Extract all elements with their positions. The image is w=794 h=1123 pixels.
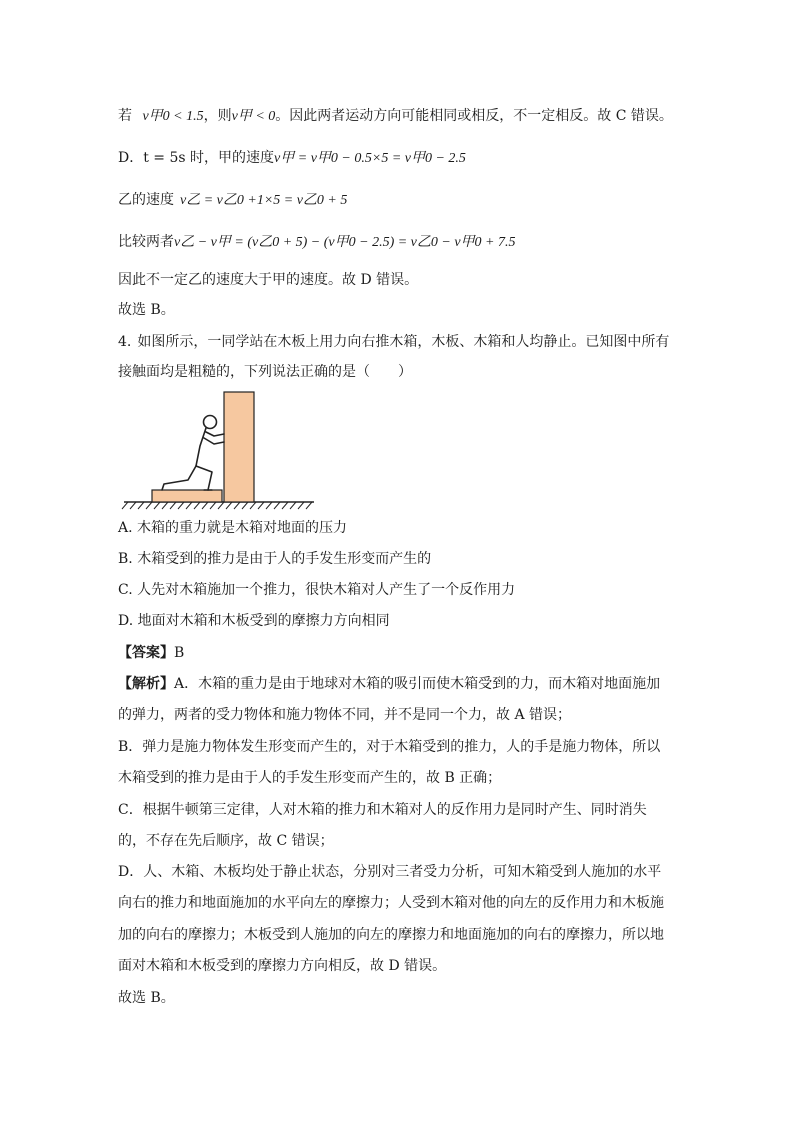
analysis-line-8: 向右的推力和地面施加的水平向左的摩擦力；人受到木箱对他的向左的反作用力和木板施 <box>118 895 664 911</box>
analysis-line-5: C．根据牛顿第三定律，人对木箱的推力和木箱对人的反作用力是同时产生、同时消失 <box>118 802 647 818</box>
wooden-box <box>224 392 254 502</box>
question-stem-text: 如图所示，一同学站在木板上用力向右推木箱，木板、木箱和人均静止。已知图中所有 <box>137 334 670 350</box>
formula-v-yi: v乙 = v乙0 +1×5 = v乙0 + 5 <box>180 193 348 208</box>
formula-v-jia: v甲 = v甲0 − 0.5×5 = v甲0 − 2.5 <box>274 151 466 166</box>
analysis-line-4: 木箱受到的推力是由于人的手发生形变而产生的，故 B 正确； <box>118 770 502 786</box>
wooden-board <box>152 490 222 502</box>
text-lead: 乙的速度 <box>118 192 174 208</box>
analysis-line-10: 面对木箱和木板受到的摩擦力方向相反，故 D 错误。 <box>118 958 447 974</box>
analysis-line-1 <box>118 674 660 694</box>
option-d: D. 地面对木箱和木板受到的摩擦力方向相同 <box>118 613 390 629</box>
prev-choose: 故选 B。 <box>118 302 175 318</box>
prev-d-line4: 因此不一定乙的速度大于甲的速度。故 D 错误。 <box>118 272 419 288</box>
prev-d-line2 <box>118 190 347 211</box>
analysis-line-6: 的，不存在先后顺序，故 C 错误； <box>118 833 334 849</box>
text-lead: 若 <box>118 108 132 124</box>
analysis-line-2: 的弹力，两者的受力物体和施力物体不同，并不是同一个力，故 A 错误； <box>118 707 572 723</box>
prev-c-line <box>118 106 673 127</box>
option-a: A. 木箱的重力就是木箱对地面的压力 <box>118 520 348 536</box>
formula-condition: v甲0 < 1.5 <box>142 109 204 124</box>
analysis-label: 【解析】 <box>118 676 174 692</box>
answer-line <box>118 643 184 663</box>
question-figure <box>118 388 318 510</box>
prev-d-line1 <box>118 148 466 169</box>
person-figure <box>162 416 224 491</box>
text-time: t = 5s 时，甲的速度 <box>143 150 275 166</box>
text-tail: 。因此两者运动方向可能相同或相反，不一定相反。故 C 错误。 <box>275 108 673 124</box>
question-stem-line2: 接触面均是粗糙的，下列说法正确的是（ ） <box>118 364 412 380</box>
formula-result: v甲 < 0 <box>231 109 276 124</box>
question-stem-line1 <box>118 332 669 352</box>
analysis-line-9: 加的向右的摩擦力；木板受到人施加的向左的摩擦力和地面施加的向右的摩擦力，所以地 <box>118 927 664 943</box>
option-letter: D． <box>118 150 144 166</box>
analysis-choose: 故选 B。 <box>118 990 175 1006</box>
option-c: C. 人先对木箱施加一个推力，很快木箱对人产生了一个反作用力 <box>118 582 516 598</box>
question-number: 4. <box>118 334 132 350</box>
answer-value: B <box>174 645 185 661</box>
ground <box>122 502 314 509</box>
analysis-line-7: D．人、木箱、木板均处于静止状态，分别对三者受力分析，可知木箱受到人施加的水平 <box>118 864 662 880</box>
text-lead: 比较两者 <box>118 234 174 250</box>
formula-compare: v乙 − v甲 = (v乙0 + 5) − (v甲0 − 2.5) = v乙0 − v甲0 + 7.5 <box>174 235 516 250</box>
analysis-text: A．木箱的重力是由于地球对木箱的吸引而使木箱受到的力，而木箱对地面施加 <box>174 676 661 692</box>
text-mid: ，则 <box>203 108 232 124</box>
option-b: B. 木箱受到的推力是由于人的手发生形变而产生的 <box>118 551 432 567</box>
figure-svg <box>118 388 318 510</box>
prev-d-line3 <box>118 232 516 253</box>
analysis-line-3: B．弹力是施力物体发生形变而产生的，对于木箱受到的推力，人的手是施力物体，所以 <box>118 739 661 755</box>
answer-label: 【答案】 <box>118 645 174 661</box>
